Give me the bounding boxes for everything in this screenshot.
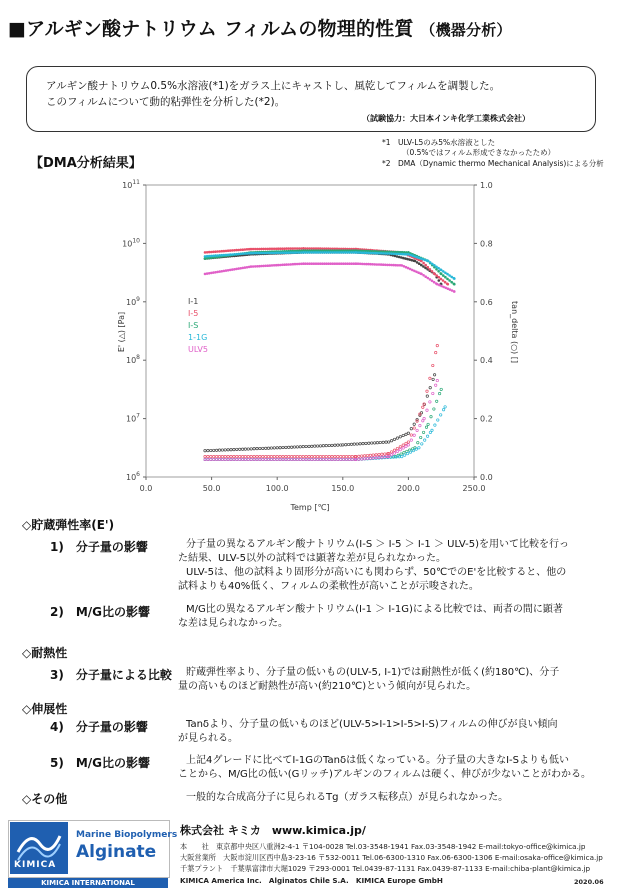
legend-entry: ULV5 — [188, 345, 208, 354]
page-title — [8, 14, 512, 41]
item-4-label: 4) 分子量の影響 — [50, 720, 148, 734]
y-right-tick-label: 0.4 — [480, 356, 493, 366]
y-right-tick-label: 0.2 — [480, 414, 493, 424]
kimica-emblem — [10, 822, 68, 874]
storage-modulus-point — [429, 261, 432, 264]
section-heat-resistance: ◇耐熱性 — [22, 646, 68, 660]
x-tick-label: 150.0 — [331, 484, 355, 493]
legend-entry: I-1 — [188, 297, 199, 306]
intro-credit: （試験協力：大日本インキ化学工業株式会社） — [362, 114, 530, 123]
storage-modulus-point — [433, 273, 436, 276]
y-left-tick-label: $10^8$ — [125, 354, 140, 366]
item-2-line-2: な差は見られなかった。 — [178, 618, 288, 629]
intro-line-2: このフィルムについて動的粘弾性を分析した(*2)。 — [46, 96, 286, 108]
item-2-label: 2) M/G比の影響 — [50, 605, 151, 619]
y-right-tick-label: 0.8 — [480, 239, 493, 249]
storage-modulus-point — [447, 283, 450, 286]
note-2: *2 DMA（Dynamic thermo Mechanical Analysis)による分析 — [382, 159, 604, 168]
storage-modulus-point — [448, 279, 451, 282]
y-left-tick-label: $10^{10}$ — [122, 237, 140, 249]
note-1a: *1 ULV-L5のみ5%水溶液とした — [382, 138, 496, 147]
other-line-1: 一般的な合成高分子に見られるTg（ガラス転移点）が見られなかった。 — [186, 792, 509, 803]
address-osaka: 大阪営業所 大阪市淀川区西中島3-23-16 〒532-0011 Tel.06-6300-1310 Fax.06-6300-1306 E-mail:osaka-office@kimica.jp — [180, 853, 603, 862]
item-2-line-1: M/G比の異なるアルギン酸ナトリウム(I-1 ＞ I-1G)による比較では、両者の間に顕著 — [186, 604, 563, 615]
y-axis-label-left: E' (△) [Pa] — [117, 311, 126, 353]
item-1-line-4: 試料よりも40%低く、フィルムの柔軟性が高いことが示唆された。 — [178, 581, 479, 592]
storage-modulus-point — [429, 268, 432, 271]
y-left-tick-label: $10^{11}$ — [122, 179, 140, 190]
storage-modulus-point — [442, 279, 445, 282]
title-sub: （機器分析） — [420, 21, 512, 39]
x-tick-label: 50.0 — [202, 484, 221, 493]
item-1-line-1: 分子量の異なるアルギン酸ナトリウム(I-S ＞ I-5 ＞ I-1 ＞ ULV-5)を用いて比較を行っ — [186, 539, 570, 550]
logo-top-text: Marine Biopolymers — [76, 830, 178, 840]
storage-modulus-point — [446, 278, 449, 281]
legend-entry: 1-1G — [188, 333, 208, 342]
company-name: 株式会社 キミカ www.kimica.jp/ — [180, 824, 366, 837]
y-axis-label-right: tan_delta (○) [] — [510, 301, 519, 363]
item-5-line-1: 上記4グレードに比べてI-1GのTanδは低くなっている。分子量の大きなI-Sよりも低い — [186, 755, 569, 766]
legend-entry: I-5 — [188, 309, 199, 318]
item-5-line-2: ことから、M/G比の低い(Gリッチ)アルギンのフィルムは硬く、伸びが少ないことがわかる。 — [178, 769, 591, 780]
storage-modulus-point — [422, 262, 425, 265]
item-3-line-1: 貯蔵弾性率より、分子量の低いもの(ULV-5, I-1)では耐熱性が低く(約180℃)、分子 — [186, 667, 560, 678]
section-other: ◇その他 — [22, 792, 68, 806]
item-4-line-1: Tanδより、分子量の低いものほど(ULV-5>I-1>I-5>I-S)フィルムの伸びが良い傾向 — [186, 719, 558, 730]
x-tick-label: 200.0 — [396, 484, 420, 493]
address-chiba: 千葉プラント 千葉県富津市大堀1029 〒293-0001 Tel.0439-87-1131 Fax.0439-87-1133 E-mail:chiba-plant@kimica.jp — [180, 864, 591, 873]
dma-heading: 【DMA分析結果】 — [30, 156, 142, 171]
item-3-label: 3) 分子量による比較 — [50, 668, 172, 682]
storage-modulus-point — [435, 274, 438, 277]
legend-entry: I-S — [188, 321, 199, 330]
title-main: ■アルギン酸ナトリウム フィルムの物理的性質 — [8, 18, 414, 40]
y-right-tick-label: 0.6 — [480, 297, 493, 307]
storage-modulus-point — [440, 273, 443, 276]
note-1b: （0.5%ではフィルム形成できなかったため） — [402, 148, 556, 157]
storage-modulus-point — [444, 276, 447, 279]
brand-text: KIMICA — [14, 860, 57, 870]
group-companies: KIMICA America Inc. Alginatos Chile S.A. KIMICA Europe GmbH — [180, 876, 443, 885]
storage-modulus-point — [438, 276, 441, 279]
dma-chart — [0, 170, 620, 515]
logo-main-text: Alginate — [76, 842, 157, 862]
section-storage-modulus: ◇貯蔵弾性率(E') — [22, 518, 115, 532]
y-axis-right — [474, 181, 493, 482]
y-right-tick-label: 0.0 — [480, 473, 493, 482]
storage-modulus-point — [442, 274, 445, 277]
x-tick-label: 250.0 — [462, 484, 486, 493]
storage-modulus-point — [437, 267, 440, 270]
address-hq: 本 社 東京都中央区八重洲2-4-1 〒104-0028 Tel.03-3548-1941 Fax.03-3548-1942 E-mail:tokyo-office@kimica.jp — [180, 842, 586, 851]
storage-modulus-point — [453, 290, 456, 293]
item-1-line-2: た結果、ULV-5以外の試料では顕著な差が見られなかった。 — [178, 553, 447, 564]
item-1-line-3: ULV-5は、他の試料より固形分が高いにも関わらず、50℃でのE'を比較すると、他の — [186, 567, 567, 578]
y-right-tick-label: 1.0 — [480, 181, 493, 190]
storage-modulus-point — [453, 277, 456, 280]
x-tick-label: 0.0 — [139, 484, 153, 493]
item-3-line-2: 量の高いものほど耐熱性が高い(約210℃)という傾向が見られた。 — [178, 681, 477, 692]
y-left-tick-label: $10^6$ — [125, 471, 140, 482]
section-extensibility: ◇伸展性 — [22, 702, 68, 716]
item-1-label: 1) 分子量の影響 — [50, 540, 148, 554]
y-left-tick-label: $10^7$ — [125, 412, 140, 424]
kimica-logo — [8, 820, 178, 888]
issue-date: 2020.06 — [574, 878, 604, 886]
x-tick-label: 100.0 — [265, 484, 289, 493]
storage-modulus-point — [437, 270, 440, 273]
storage-modulus-point — [453, 283, 456, 286]
item-5-label: 5) M/G比の影響 — [50, 756, 151, 770]
storage-modulus-point — [450, 281, 453, 284]
y-left-tick-label: $10^9$ — [125, 295, 140, 307]
x-axis — [140, 477, 486, 493]
item-4-line-2: が見られる。 — [178, 733, 238, 744]
brand-bar: KIMICA INTERNATIONAL — [8, 878, 168, 888]
storage-modulus-point — [424, 264, 427, 267]
storage-modulus-point — [427, 266, 430, 269]
storage-modulus-point — [440, 278, 443, 281]
storage-modulus-point — [444, 281, 447, 284]
x-axis-label: Temp [℃] — [290, 503, 330, 512]
storage-modulus-point — [438, 279, 441, 282]
intro-line-1: アルギン酸ナトリウム0.5%水溶液(*1)をガラス上にキャストし、風乾してフィルムを調製した。 — [46, 80, 501, 92]
storage-modulus-point — [433, 264, 436, 267]
storage-modulus-point — [431, 270, 434, 273]
